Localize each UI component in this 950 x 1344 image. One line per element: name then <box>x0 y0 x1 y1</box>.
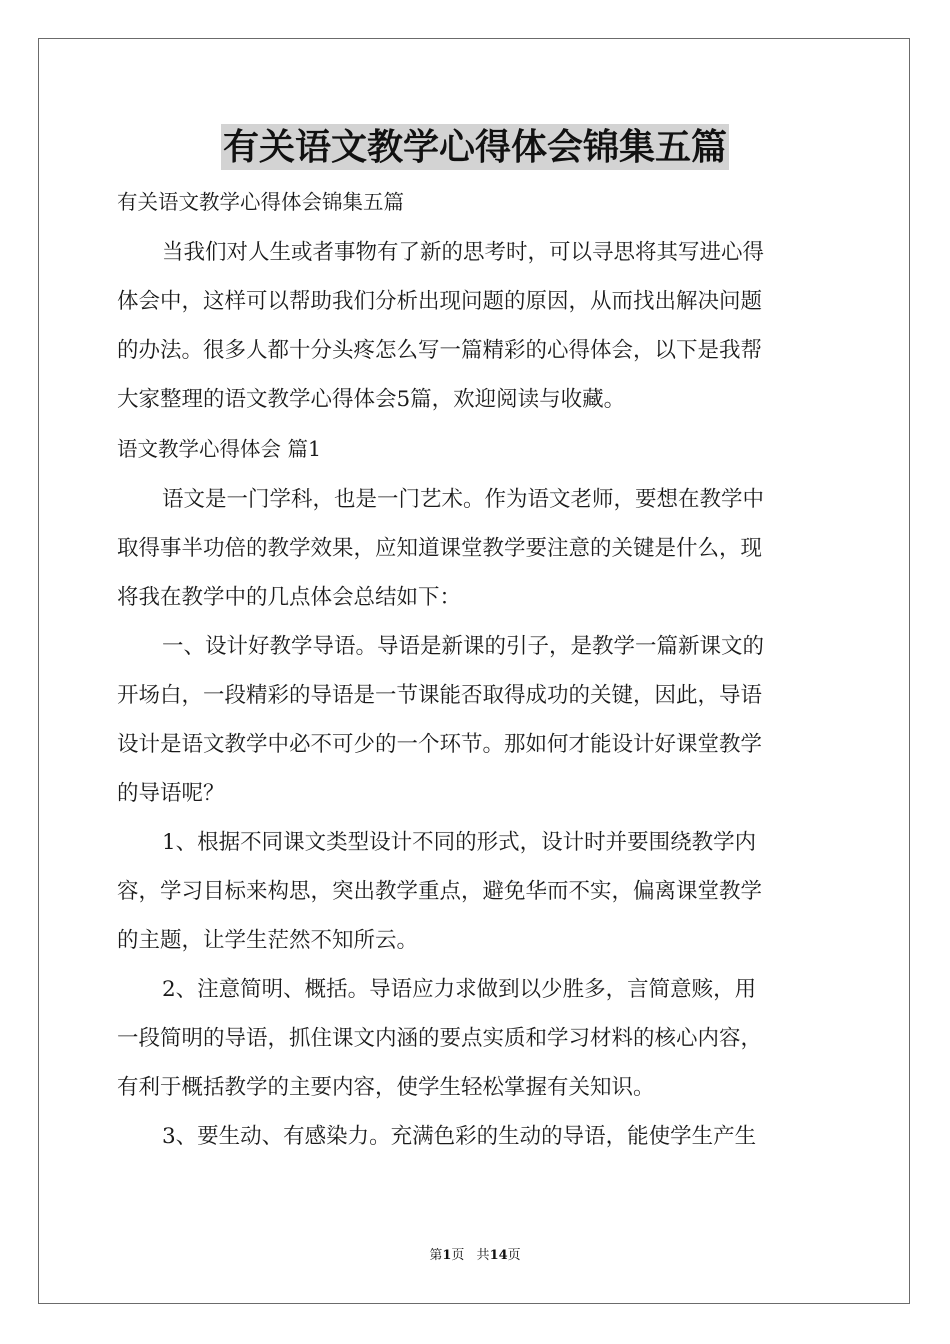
paragraph-line: 将我在教学中的几点体会总结如下： <box>117 585 462 610</box>
page-prefix: 第 <box>429 1248 443 1263</box>
intro-line: 大家整理的语文教学心得体会5篇，欢迎阅读与收藏。 <box>117 387 626 412</box>
paragraph-line: 一段简明的导语，抓住课文内涵的要点实质和学习材料的核心内容， <box>117 1026 763 1051</box>
total-prefix: 共 <box>476 1248 490 1263</box>
document-title: 有关语文教学心得体会锦集五篇 <box>222 126 727 168</box>
page-number: 1 <box>442 1248 452 1263</box>
intro-line: 体会中，这样可以帮助我们分析出现问题的原因，从而找出解决问题 <box>117 289 763 314</box>
total-indicator <box>477 1248 521 1263</box>
paragraph-line: 设计是语文教学中必不可少的一个环节。那如何才能设计好课堂教学 <box>117 732 763 757</box>
paragraph-line: 1、根据不同课文类型设计不同的形式，设计时并要围绕教学内 <box>162 830 757 855</box>
intro-line: 当我们对人生或者事物有了新的思考时，可以寻思将其写进心得 <box>162 240 765 265</box>
total-pages: 14 <box>489 1248 508 1263</box>
total-suffix: 页 <box>507 1248 521 1263</box>
intro-line: 的办法。很多人都十分头疼怎么写一篇精彩的心得体会，以下是我帮 <box>117 338 763 363</box>
paragraph-line: 一、设计好教学导语。导语是新课的引子，是教学一篇新课文的 <box>162 634 765 659</box>
paragraph-line: 语文是一门学科，也是一门艺术。作为语文老师，要想在教学中 <box>162 487 765 512</box>
document-body <box>117 177 833 1161</box>
paragraph-line: 3、要生动、有感染力。充满色彩的生动的导语，能使学生产生 <box>162 1124 757 1149</box>
section-heading: 语文教学心得体会 篇1 <box>117 437 322 461</box>
paragraph-line: 2、注意简明、概括。导语应力求做到以少胜多，言简意赅，用 <box>162 977 757 1002</box>
paragraph-line: 取得事半功倍的教学效果，应知道课堂教学要注意的关键是什么，现 <box>117 536 763 561</box>
page-indicator <box>429 1248 464 1263</box>
document-subtitle: 有关语文教学心得体会锦集五篇 <box>117 190 404 214</box>
page-suffix: 页 <box>451 1248 465 1263</box>
paragraph-line: 的导语呢？ <box>117 781 225 806</box>
paragraph-line: 开场白，一段精彩的导语是一节课能否取得成功的关键，因此，导语 <box>117 683 763 708</box>
paragraph-line: 有利于概括教学的主要内容，使学生轻松掌握有关知识。 <box>117 1075 655 1100</box>
paragraph-line: 的主题，让学生茫然不知所云。 <box>117 928 419 953</box>
title-container <box>0 124 950 170</box>
paragraph-line: 容，学习目标来构思，突出教学重点，避免华而不实，偏离课堂教学 <box>117 879 763 904</box>
page-footer <box>0 1244 950 1263</box>
